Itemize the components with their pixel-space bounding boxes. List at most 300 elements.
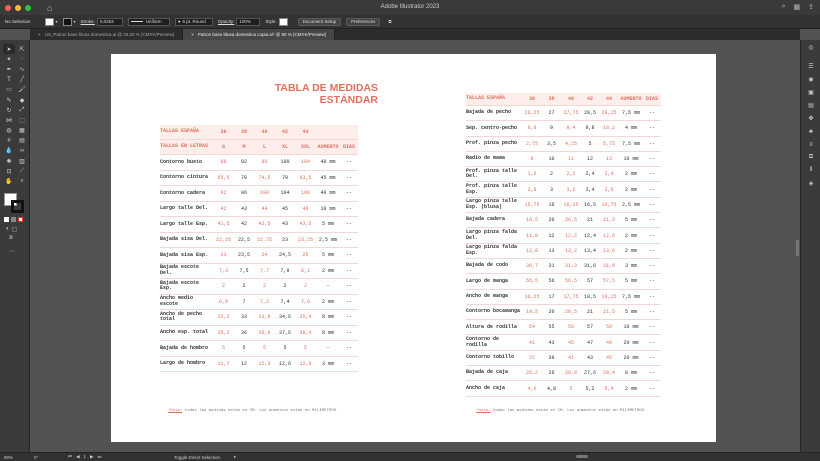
row-value: 30,7 — [525, 263, 538, 270]
row-label: Ancho de pecho total — [160, 310, 203, 323]
fill-stroke-widget[interactable] — [4, 193, 25, 215]
row-value: 23 — [281, 236, 288, 243]
row-label: Bajada de caja — [466, 369, 509, 376]
gradient-mode-icon[interactable] — [11, 217, 16, 222]
table-row — [160, 248, 358, 264]
row-value: - — [326, 283, 330, 290]
row-label: Prof. pinza pecho — [466, 139, 518, 146]
row-value: 4,6 — [527, 385, 537, 392]
row-value: 2 mm — [624, 186, 637, 193]
table-row — [466, 244, 661, 259]
row-value: 22,75 — [256, 236, 272, 243]
row-value: 5 — [303, 345, 307, 352]
row-value: 19,5 — [525, 309, 538, 316]
row-value: 41 — [567, 354, 574, 361]
table-row — [466, 183, 661, 198]
row-label: Bajada de pecho — [466, 109, 512, 116]
row-label: TALLAS ESPAÑA — [466, 95, 506, 102]
stroke-weight-input[interactable]: 0,0353 — [97, 18, 123, 26]
row-value: 43 — [240, 205, 247, 212]
row-value: 3,6 — [604, 186, 614, 193]
row-value: 9 — [549, 125, 553, 132]
row-value: 38,4 — [299, 329, 312, 336]
row-label: Ancho de manga — [466, 292, 509, 299]
row-value: 13 — [548, 247, 555, 254]
row-value: 2 — [303, 283, 307, 290]
close-tab-icon[interactable]: × — [191, 32, 194, 37]
table-row — [160, 264, 358, 280]
row-value: 2 mm — [624, 385, 637, 392]
home-icon[interactable]: ⌂ — [47, 2, 53, 13]
row-value: 11,8 — [525, 232, 538, 239]
row-value: 11,7 — [217, 360, 230, 367]
symbols-panel-icon[interactable]: ♣ — [809, 128, 813, 135]
magic-wand-icon[interactable]: ✦ — [6, 56, 12, 63]
shape-builder-icon[interactable]: ◍ — [6, 128, 12, 135]
opacity-label: Opacity: — [217, 19, 235, 24]
row-label: Largo pinza falda Del. — [466, 229, 518, 241]
row-value: 8 mm — [321, 329, 334, 336]
row-value: 3 mm — [624, 263, 637, 270]
graph-tool-icon[interactable]: ▥ — [19, 158, 25, 165]
swatches-panel-icon[interactable]: ▤ — [808, 103, 814, 109]
row-value: 31,3 — [564, 263, 577, 270]
row-value: 7,5 — [239, 267, 249, 274]
eyedropper-icon[interactable]: 💧 — [5, 148, 13, 155]
row-value: 3 — [549, 186, 553, 193]
row-value: 41,5 — [217, 221, 230, 228]
row-label: Bajada cadera — [466, 216, 506, 223]
row-value: 21,5 — [602, 309, 615, 316]
gradient-tool-icon[interactable]: ▤ — [19, 138, 25, 145]
row-value: 10,2 — [602, 125, 615, 132]
row-value: 96 — [240, 190, 247, 197]
rotate-tool-icon[interactable]: ↻ — [6, 107, 12, 114]
row-value: 2,4 — [604, 171, 614, 178]
row-value: 5 mm — [624, 278, 637, 285]
status-bar — [0, 452, 820, 461]
row-value: 3,4 — [585, 186, 595, 193]
slice-tool-icon[interactable]: ⟋ — [19, 167, 25, 174]
row-value: 15,75 — [524, 201, 540, 208]
row-value: 26 — [548, 370, 555, 377]
tab-document-2[interactable]: × Patron base blusa domestica copia.ai* @ 90 % (CMYK/Preview) — [183, 29, 335, 40]
row-value: 6,8 — [218, 298, 228, 305]
row-label: Contorno bocamanga — [466, 308, 521, 315]
row-value: -- — [648, 370, 655, 377]
row-value: 2 mm — [321, 267, 334, 274]
draw-mode-icon[interactable]: ◑ — [5, 225, 9, 232]
row-value: 45 — [281, 205, 288, 212]
row-label: TALLAS EN LETRAS — [160, 143, 209, 150]
row-value: 5,2 — [585, 385, 595, 392]
edit-toolbar-icon[interactable]: ⧈ — [9, 234, 13, 241]
row-value: 20,5 — [564, 309, 577, 316]
row-label: Ancho de caja — [466, 384, 506, 391]
row-value: -- — [345, 205, 352, 212]
row-value: AUMENTO — [620, 96, 642, 102]
row-label: Bajada sisa Esp. — [160, 251, 209, 258]
row-value: -- — [648, 156, 655, 163]
artboard-navigator[interactable]: ⏮ ◀ 1 ▶ ⏭ — [68, 454, 102, 459]
close-window-button[interactable] — [5, 5, 11, 11]
pathfinder-panel-icon[interactable]: ◈ — [808, 181, 814, 187]
row-value: DIAS — [342, 144, 355, 150]
row-value: 7,3 — [218, 267, 228, 274]
row-value: 7,5 mm — [621, 293, 640, 300]
row-value: 13,4 — [583, 247, 596, 254]
search-icon[interactable]: ⌕ — [781, 3, 786, 10]
row-value: 32,2 — [217, 314, 230, 321]
row-value: 7,6 — [300, 298, 310, 305]
table-row — [466, 259, 661, 274]
rotation-value[interactable]: 0° — [34, 454, 39, 460]
row-value: 20 mm — [623, 339, 639, 346]
row-value: 92 — [220, 190, 227, 197]
row-value: 55,5 — [525, 278, 538, 285]
row-label: Bajada escote Esp. — [160, 279, 200, 292]
row-label: Radio de mama — [466, 155, 506, 162]
perspective-grid-icon[interactable]: ▦ — [19, 128, 25, 135]
row-value: 57 — [586, 324, 593, 331]
row-value: 12,4 — [583, 232, 596, 239]
row-value: -- — [345, 267, 352, 274]
row-value: -- — [648, 324, 655, 331]
row-value: 28,5 — [583, 110, 596, 117]
direct-selection-tool-icon[interactable]: ⇱ — [19, 46, 25, 53]
symbol-sprayer-icon[interactable]: ✺ — [6, 158, 12, 165]
row-value: 2,2 — [566, 171, 576, 178]
row-value: 7,4 — [280, 298, 290, 305]
row-value: 27 — [548, 110, 555, 117]
layers-panel-icon[interactable]: ☰ — [808, 64, 814, 70]
row-value: 21,5 — [602, 217, 615, 224]
row-label: Altura de rodilla — [466, 323, 518, 330]
share-icon[interactable]: ⇪ — [808, 4, 814, 11]
row-value: 10 mm — [320, 205, 336, 212]
zoom-level[interactable]: 90% — [4, 454, 14, 460]
scale-tool-icon[interactable]: ⤢ — [19, 106, 25, 113]
preferences-button[interactable]: Preferences — [346, 18, 380, 26]
row-value: 8 mm — [321, 314, 334, 321]
row-value: 35,4 — [299, 314, 312, 321]
row-value: 40 — [261, 129, 268, 135]
row-label: Contorno de rodilla — [466, 336, 500, 348]
row-value: M — [242, 144, 246, 150]
artboard-tool-icon[interactable]: ⊡ — [6, 168, 12, 175]
document-setup-button[interactable]: Document Setup — [298, 18, 342, 26]
table-row — [160, 279, 358, 295]
artboard — [111, 54, 716, 442]
row-value: 42 — [281, 129, 288, 135]
maximize-window-button[interactable] — [25, 5, 31, 11]
row-value: DIAS — [645, 96, 658, 102]
row-value: 13,6 — [602, 247, 615, 254]
note-left: *Nota: todas las medidas están en CM. Los aumentos están en MILÍMETROS. — [168, 409, 339, 413]
current-tool-status[interactable]: Toggle Direct Selection — [174, 454, 221, 460]
row-value: -- — [648, 232, 655, 239]
screen-mode-icon[interactable]: ▢ — [11, 226, 18, 233]
row-value: 23,5 — [237, 252, 250, 259]
align-panel-icon[interactable]: ⫴ — [809, 167, 813, 173]
row-value: 43 — [548, 339, 555, 346]
brush-dropdown[interactable]: ● 5 pt. Round — [175, 18, 213, 26]
row-value: 74,5 — [258, 174, 271, 181]
row-value: 10 mm — [623, 324, 639, 331]
selection-status: No Selection — [5, 19, 31, 24]
row-value: 7,5 mm — [621, 140, 640, 147]
row-value: 24 — [261, 252, 268, 259]
table-row — [466, 290, 661, 305]
row-value: 12,6 — [602, 232, 615, 239]
color-mode-icon[interactable] — [4, 217, 9, 222]
row-value: 9,4 — [566, 125, 576, 132]
row-value: -- — [648, 125, 655, 132]
row-value: -- — [345, 190, 352, 197]
table-row — [160, 155, 358, 171]
row-value: 33 — [240, 314, 247, 321]
row-value: 2,4 — [585, 171, 595, 178]
table-row — [466, 121, 661, 136]
row-value: 56,5 — [564, 278, 577, 285]
row-value: 42,5 — [258, 221, 271, 228]
row-value: 43 — [281, 221, 288, 228]
row-value: 96 — [261, 159, 268, 166]
row-value: -- — [345, 283, 352, 290]
row-value: -- — [648, 110, 655, 117]
row-value: 43,5 — [299, 221, 312, 228]
row-value: 38 — [548, 96, 555, 102]
row-value: 83,5 — [299, 174, 312, 181]
row-value: 27,75 — [563, 110, 579, 117]
row-value: -- — [345, 174, 352, 181]
type-tool-icon[interactable]: T — [7, 76, 11, 83]
more-tools-icon[interactable]: ⋯ — [9, 248, 15, 255]
row-value: 20 mm — [623, 354, 639, 361]
row-value: 70 — [240, 174, 247, 181]
row-value: 104 — [300, 159, 310, 166]
row-label: Bajada sisa Del. — [160, 236, 209, 242]
row-value: 10 — [548, 156, 555, 163]
width-tool-icon[interactable]: ⋈ — [6, 117, 12, 124]
row-value: 17 — [548, 293, 555, 300]
row-value: 2 mm — [321, 298, 334, 305]
row-value: -- — [345, 221, 352, 228]
table-row — [160, 186, 358, 202]
row-value — [340, 125, 358, 139]
horizontal-scrollbar[interactable] — [576, 455, 588, 458]
row-value: -- — [648, 263, 655, 270]
row-value: AUMENTO — [317, 144, 339, 150]
curvature-tool-icon[interactable]: ∿ — [19, 66, 25, 73]
row-value: 5 — [569, 385, 573, 392]
row-value: 5,4 — [604, 385, 614, 392]
free-transform-icon[interactable]: ⬚ — [19, 117, 25, 124]
row-value: -- — [345, 236, 352, 243]
row-value: 2 mm — [624, 171, 637, 178]
lasso-icon[interactable]: ◌ — [20, 56, 24, 63]
table-row — [160, 341, 358, 357]
row-value: -- — [648, 278, 655, 285]
properties-panel-icon[interactable]: ◎ — [808, 45, 814, 51]
row-value: 2 — [549, 171, 553, 178]
row-value: 10 mm — [623, 156, 639, 163]
hand-tool-icon[interactable]: ✋ — [5, 179, 13, 186]
row-value: -- — [345, 345, 352, 352]
row-value: 39 — [548, 354, 555, 361]
row-value: 2 — [242, 283, 246, 290]
row-value: 44 — [261, 205, 268, 212]
row-value: -- — [648, 201, 655, 208]
fill-swatch[interactable] — [45, 18, 54, 26]
table-row — [466, 336, 661, 351]
transform-panel-icon[interactable]: ⧉ — [808, 154, 814, 160]
row-label: TALLAS ESPAÑA — [160, 128, 200, 135]
row-value: 27,6 — [583, 370, 596, 377]
rectangle-tool-icon[interactable]: ▭ — [6, 87, 12, 94]
row-value: 41 — [528, 339, 535, 346]
row-value: 57,5 — [602, 278, 615, 285]
blend-tool-icon[interactable]: ∞ — [19, 147, 25, 154]
status-menu-icon[interactable]: ▸ — [234, 454, 237, 459]
row-value: 12,2 — [564, 232, 577, 239]
brushes-panel-icon[interactable]: ✤ — [808, 116, 814, 122]
row-value: 54 — [528, 324, 535, 331]
table-row — [160, 295, 358, 311]
row-value: 29,25 — [601, 110, 617, 117]
table-row — [466, 213, 661, 228]
table-row — [466, 381, 661, 396]
shaper-tool-icon[interactable]: ✎ — [6, 97, 12, 104]
stroke-profile-dropdown[interactable]: Uniform — [128, 18, 170, 26]
row-value: 79 — [281, 174, 288, 181]
row-value: 31 — [548, 263, 555, 270]
row-value: L — [262, 144, 266, 150]
row-label: Ancho medio escote — [160, 295, 194, 307]
selection-tool-icon[interactable]: ➤ — [3, 44, 15, 54]
paintbrush-icon[interactable]: 🖌 — [18, 87, 26, 94]
mesh-tool-icon[interactable]: # — [7, 137, 11, 144]
row-value: 45 — [605, 354, 612, 361]
libraries-panel-icon[interactable]: ◉ — [808, 77, 814, 83]
table-row — [466, 320, 661, 335]
row-value: 9,8 — [585, 125, 595, 132]
row-value: XL — [281, 144, 288, 150]
row-value: 12,8 — [525, 247, 538, 254]
row-value: 8,6 — [527, 125, 537, 132]
next-artboard-icon: ▶ — [90, 454, 94, 459]
row-value: 17,75 — [563, 293, 579, 300]
arrange-icon[interactable]: ⧉ — [388, 19, 392, 24]
row-value: 2 mm — [624, 247, 637, 254]
row-value: 7,2 — [259, 298, 269, 305]
minimize-window-button[interactable] — [15, 5, 21, 11]
row-value: 31,6 — [583, 263, 596, 270]
row-value: -- — [648, 171, 655, 178]
tab-document-1[interactable]: × US_Patron base blusa domestica.ai @ 33,33 % (CMYK/Preview) — [30, 29, 183, 40]
none-mode-icon[interactable] — [18, 217, 23, 222]
row-value: 28,4 — [602, 370, 615, 377]
row-value: 56 — [567, 324, 574, 331]
row-value: 44 — [302, 129, 309, 135]
first-artboard-icon: ⏮ — [68, 454, 73, 459]
stroke-panel-icon[interactable]: ≡ — [809, 141, 813, 148]
row-value: 36 — [528, 96, 535, 102]
row-label: Bajada escote Del. — [160, 264, 200, 276]
row-value: 43 — [586, 354, 593, 361]
row-label: Largo talle Del. — [160, 205, 209, 211]
zoom-tool-icon[interactable]: ⌕ — [20, 178, 24, 185]
row-label: Contorno cintura — [160, 174, 209, 180]
table-row — [466, 106, 661, 121]
panels-dock — [800, 40, 820, 452]
row-value: 45 mm — [320, 174, 336, 181]
row-value: 19,25 — [601, 293, 617, 300]
row-value: 3,2 — [566, 186, 576, 193]
row-value: 16 — [548, 201, 555, 208]
document-tabs — [30, 29, 800, 40]
pen-tool-icon[interactable]: ✒ — [6, 66, 12, 73]
row-value: 4,25 — [564, 140, 577, 147]
row-value: 18,5 — [583, 293, 596, 300]
row-value: -- — [648, 293, 655, 300]
opacity-input[interactable]: 100% — [236, 18, 260, 26]
row-value: -- — [648, 385, 655, 392]
table-row — [466, 351, 661, 366]
table-row — [160, 326, 358, 342]
row-value: -- — [345, 252, 352, 259]
row-value: 44 — [605, 96, 612, 102]
style-swatch[interactable] — [279, 18, 288, 26]
line-tool-icon[interactable]: ╱ — [20, 77, 24, 84]
color-panel-icon[interactable]: ▣ — [808, 90, 814, 96]
row-value: 2 — [262, 283, 266, 290]
row-value: 4 mm — [624, 125, 637, 132]
row-value: 5 mm — [321, 221, 334, 228]
row-value: 36,8 — [258, 329, 271, 336]
row-value: -- — [345, 360, 352, 367]
row-value: 9 — [530, 156, 534, 163]
row-value: 42 — [220, 205, 227, 212]
row-value: 26,25 — [524, 110, 540, 117]
close-tab-icon[interactable]: × — [38, 32, 41, 37]
row-value: -- — [345, 329, 352, 336]
row-value: 12,3 — [258, 360, 271, 367]
workspace-icon[interactable]: ▦ — [793, 4, 801, 11]
table-row — [160, 202, 358, 218]
row-value: -- — [648, 309, 655, 316]
row-value: 16,5 — [583, 201, 596, 208]
row-value: 19,5 — [525, 217, 538, 224]
last-artboard-icon: ⏭ — [97, 454, 102, 459]
vertical-scrollbar[interactable] — [796, 240, 799, 256]
row-value: 56 — [548, 278, 555, 285]
table-row — [160, 171, 358, 187]
stroke-swatch[interactable] — [63, 18, 72, 26]
row-value: 2 mm — [624, 232, 637, 239]
row-value: 20 — [548, 309, 555, 316]
document-title: TABLA DE MEDIDAS ESTÁNDAR — [274, 82, 378, 106]
table-header-row — [466, 93, 661, 106]
row-value: 12,6 — [278, 360, 291, 367]
row-value: 2,5 mm — [318, 236, 337, 243]
table-row — [466, 366, 661, 381]
row-value: 3 mm — [321, 360, 334, 367]
row-value: 22,25 — [215, 236, 231, 243]
eraser-icon[interactable]: ◆ — [19, 97, 25, 104]
row-value: 33,8 — [258, 314, 271, 321]
table-row — [160, 217, 358, 233]
